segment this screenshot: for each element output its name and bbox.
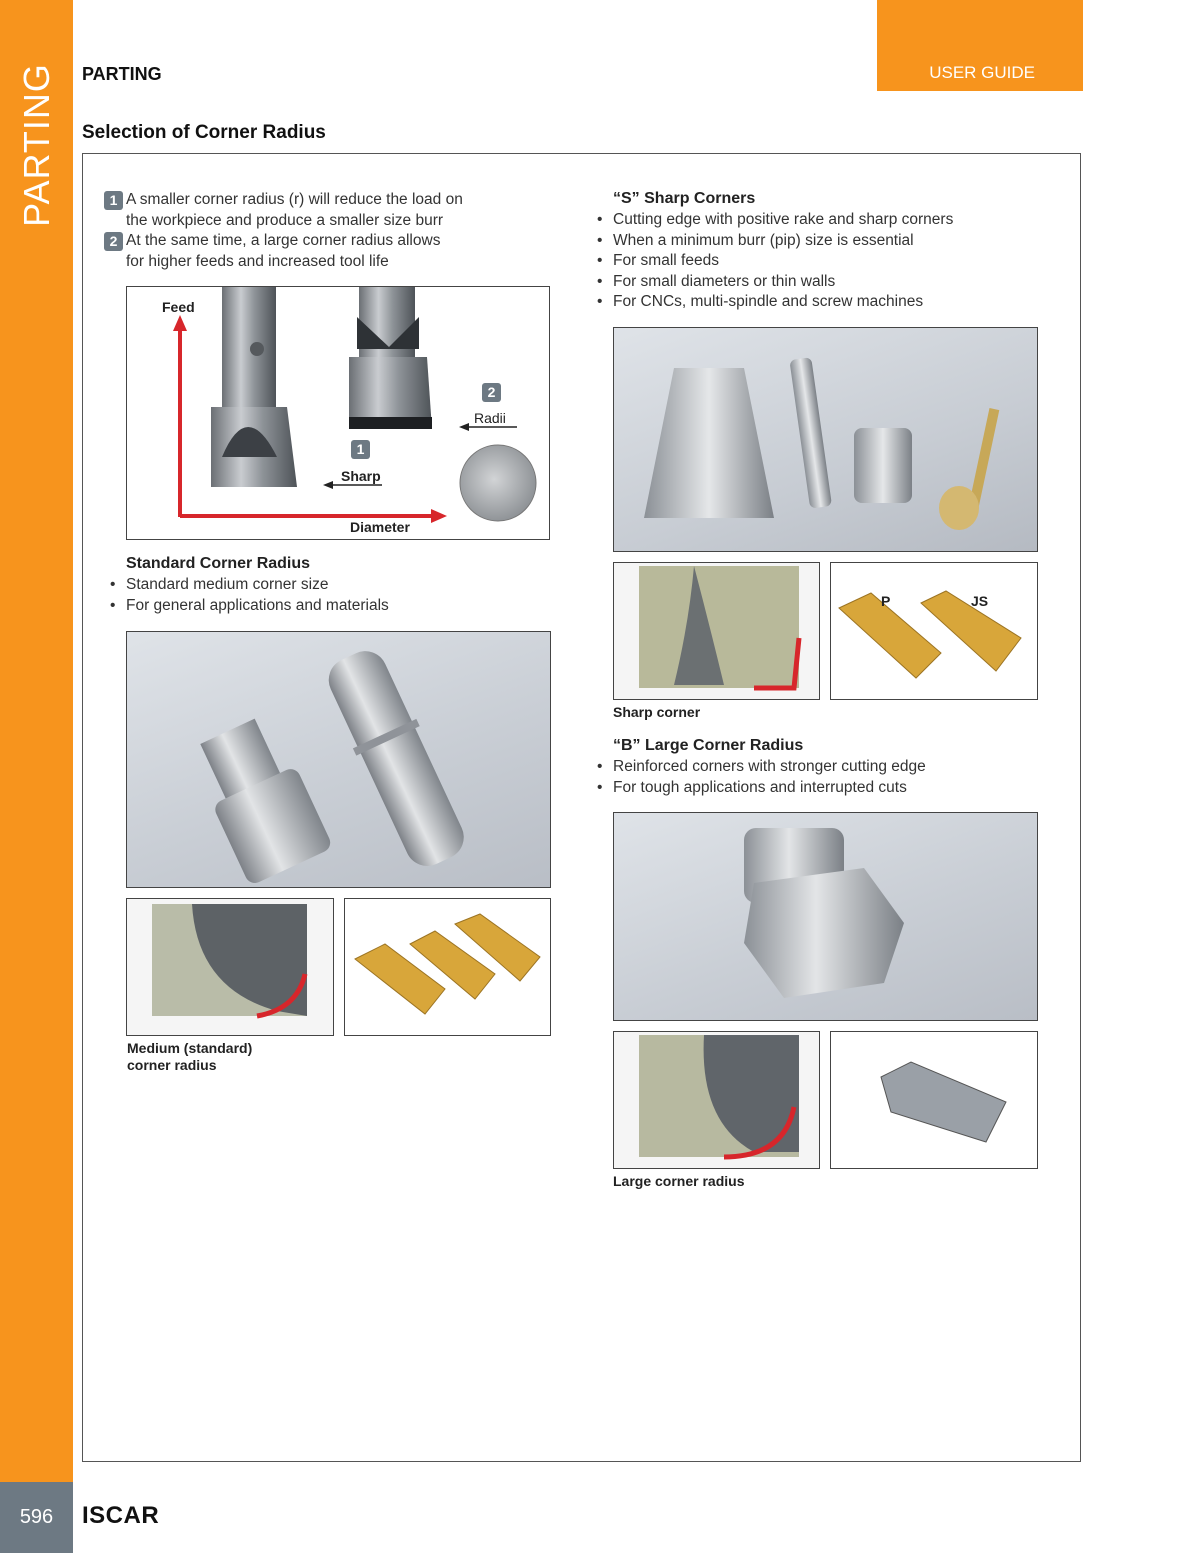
number-badge: 2 xyxy=(104,232,123,251)
insert-label-p: P xyxy=(881,593,891,609)
medium-radius-caption xyxy=(127,1040,252,1074)
caption-line: corner radius xyxy=(127,1057,217,1073)
diameter-label: Diameter xyxy=(350,519,410,535)
intro-line: At the same time, a large corner radius allows xyxy=(126,232,441,249)
sidebar-title: PARTING xyxy=(16,63,57,227)
sharp-bullets xyxy=(596,210,1056,313)
standard-workpieces-photo xyxy=(126,631,551,888)
standard-bullets xyxy=(109,575,549,616)
sidebar xyxy=(0,0,73,1482)
radii-label: Radii xyxy=(474,410,506,426)
bullet-item: • For tough applications and interrupted cuts xyxy=(596,778,1056,799)
large-heading: “B” Large Corner Radius xyxy=(613,737,804,754)
sharp-inserts-photo xyxy=(830,562,1038,700)
number-badge: 1 xyxy=(351,440,370,459)
feed-label: Feed xyxy=(162,299,195,315)
large-radius-caption: Large corner radius xyxy=(613,1173,745,1189)
caption-line: Medium (standard) xyxy=(127,1040,253,1056)
radius-tool-image xyxy=(211,287,297,487)
page-number: 596 xyxy=(0,1482,73,1553)
number-badge: 1 xyxy=(104,191,123,210)
sharp-corner-closeup xyxy=(613,562,820,700)
brand-logo: ISCAR xyxy=(82,1502,160,1529)
intro-item xyxy=(104,231,544,272)
intro-line: for higher feeds and increased tool life xyxy=(126,252,389,270)
user-guide-label: USER GUIDE xyxy=(929,63,1035,82)
intro-line: A smaller corner radius (r) will reduce the load on xyxy=(126,191,463,208)
standard-section xyxy=(109,555,549,616)
standard-inserts-photo xyxy=(344,898,551,1036)
bullet-item: • When a minimum burr (pip) size is essential xyxy=(596,231,1056,252)
bullet-item: • Cutting edge with positive rake and sharp corners xyxy=(596,210,1056,231)
intro-item xyxy=(104,190,544,231)
bullet-item: • Reinforced corners with stronger cutting edge xyxy=(596,757,1056,778)
medium-radius-closeup xyxy=(126,898,334,1036)
sharp-corner-caption: Sharp corner xyxy=(613,704,701,720)
workpieces-illustration xyxy=(127,632,551,888)
intro-line: the workpiece and produce a smaller size burr xyxy=(126,211,444,229)
bullet-item: • For general applications and materials xyxy=(109,596,549,617)
large-workpiece-photo xyxy=(613,812,1038,1021)
large-insert-photo xyxy=(830,1031,1038,1169)
number-badge: 2 xyxy=(482,383,501,402)
sharp-label: Sharp xyxy=(341,468,381,484)
sharp-section xyxy=(596,190,1056,313)
large-radius-closeup xyxy=(613,1031,820,1169)
section-title: PARTING xyxy=(82,64,162,84)
sharp-tool-image xyxy=(349,287,432,429)
insert-label-js: JS xyxy=(971,593,989,609)
bullet-item: • For CNCs, multi-spindle and screw machines xyxy=(596,292,1056,313)
bullet-item: • For small feeds xyxy=(596,251,1056,272)
diameter-arrowhead xyxy=(431,509,447,523)
sharp-heading: “S” Sharp Corners xyxy=(613,190,756,207)
sharp-workpieces-photo xyxy=(613,327,1038,552)
intro-notes xyxy=(104,190,544,272)
page-subtitle: Selection of Corner Radius xyxy=(82,122,326,143)
large-bullets xyxy=(596,757,1056,798)
large-section xyxy=(596,737,1056,798)
user-guide-tab xyxy=(877,0,1083,91)
feed-diameter-diagram xyxy=(126,286,550,540)
bullet-item: • For small diameters or thin walls xyxy=(596,272,1056,293)
bullet-item: • Standard medium corner size xyxy=(109,575,549,596)
disc-image xyxy=(460,445,536,521)
feed-arrowhead xyxy=(173,315,187,331)
standard-heading: Standard Corner Radius xyxy=(126,555,311,572)
